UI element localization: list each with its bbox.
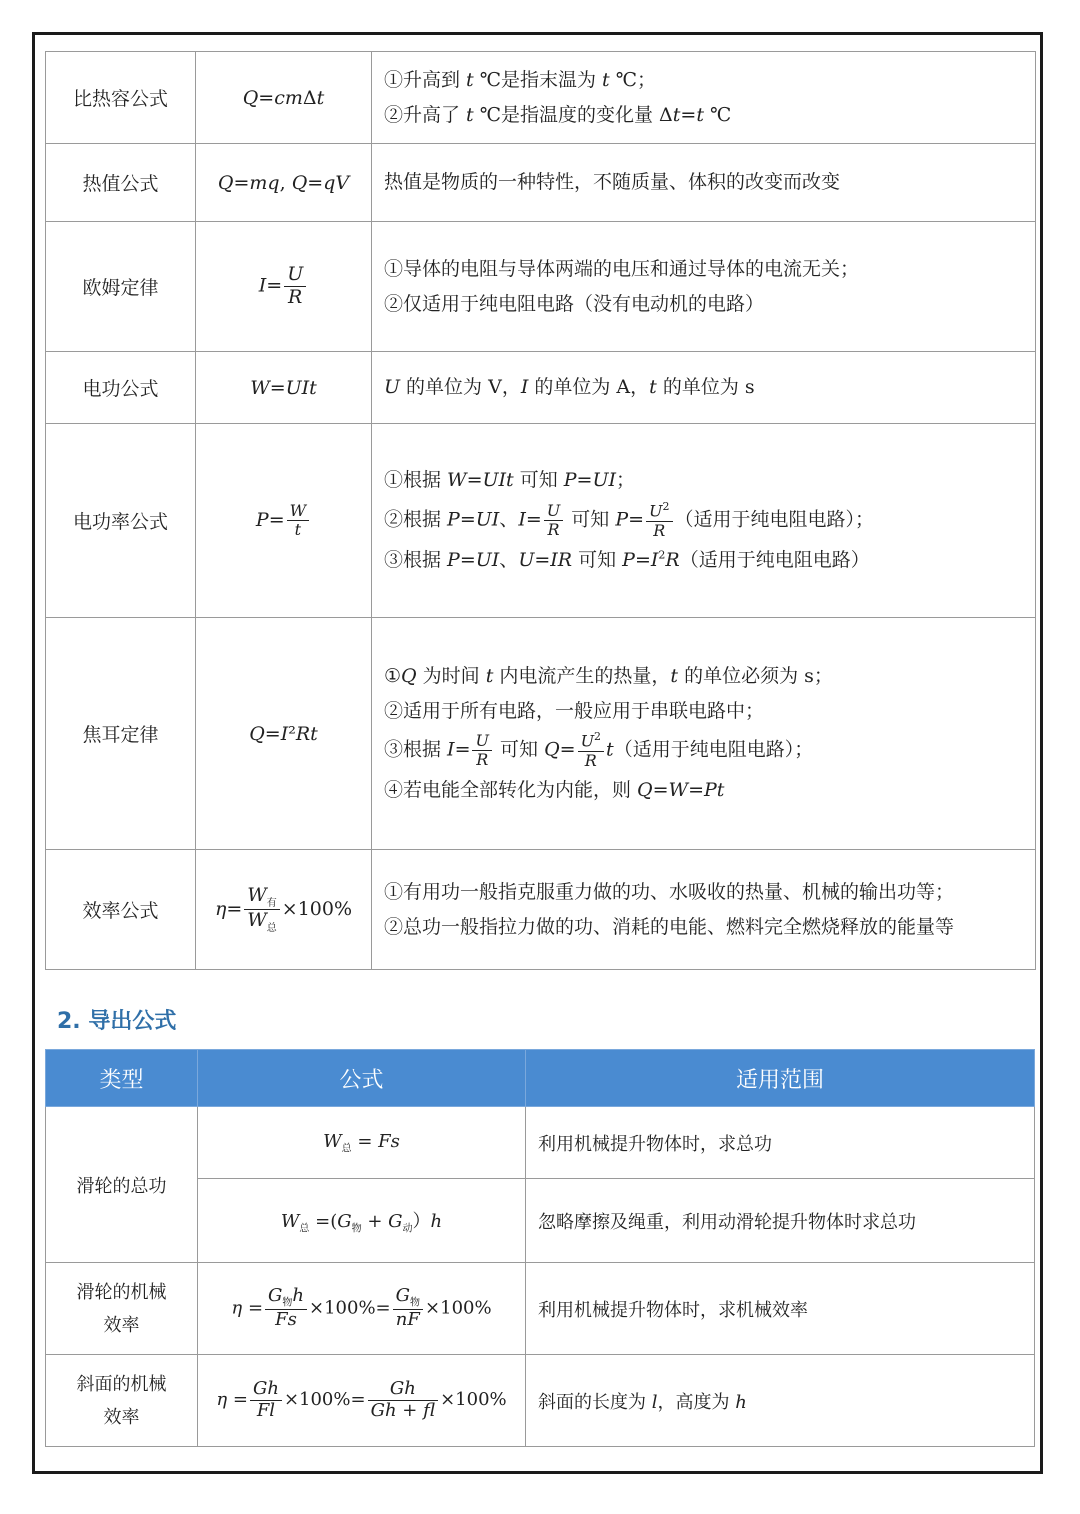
scope-cell: 利用机械提升物体时，求总功: [526, 1107, 1035, 1179]
column-header-type: 类型: [46, 1050, 198, 1107]
table-row: [46, 352, 1036, 424]
note-line: ②仅适用于纯电阻电路（没有电动机的电路）: [384, 292, 765, 315]
note-line: ②适用于所有电路，一般应用于串联电路中；: [384, 699, 765, 722]
type-cell: [46, 1355, 198, 1447]
type-line: 效率: [103, 1314, 140, 1336]
section-title: 2. 导出公式: [57, 1009, 177, 1034]
table-row: [46, 1263, 1035, 1355]
table-row: [46, 1355, 1035, 1447]
notes-cell: [372, 424, 1036, 618]
type-line: 滑轮的机械: [76, 1281, 167, 1303]
formula-cell: η = $\frac{G_物h}{Fs}$ ×100%= $\frac{G_物}{nF}$ ×100%: [198, 1263, 526, 1355]
table-row: [46, 144, 1036, 222]
note-line: ②总功一般指拉力做的功、消耗的电能、燃料完全燃烧释放的能量等: [384, 915, 955, 938]
type-line: 效率: [103, 1406, 140, 1428]
formula-name: 效率公式: [46, 850, 196, 970]
formula-name: 电功公式: [46, 352, 196, 424]
notes-cell: [372, 52, 1036, 144]
note-line: ④若电能全部转化为内能，则 Q=W=Pt: [384, 779, 725, 802]
formula-name: 热值公式: [46, 144, 196, 222]
table-header-row: [46, 1050, 1035, 1107]
table-row: [46, 52, 1036, 144]
formula-cell: W=UIt: [196, 352, 372, 424]
formula-cell: P= $\frac{W}{t}$: [196, 424, 372, 618]
formula-name: 焦耳定律: [46, 618, 196, 850]
note-line: U 的单位为 V，I 的单位为 A，t 的单位为 s: [384, 376, 755, 399]
formula-cell: Q=I²Rt: [196, 618, 372, 850]
note-line: ①Q 为时间 t 内电流产生的热量，t 的单位必须为 s；: [384, 665, 833, 688]
scope-cell: 忽略摩擦及绳重，利用动滑轮提升物体时求总功: [526, 1179, 1035, 1263]
scope-cell: 利用机械提升物体时，求机械效率: [526, 1263, 1035, 1355]
column-header-scope: 适用范围: [526, 1050, 1035, 1107]
notes-cell: [372, 352, 1036, 424]
note-line: ②根据 P=UI、I= $\frac{U}{R}$ 可知 P= $\frac{U^2}{R}$ （适用于纯电阻电路）；: [384, 499, 875, 540]
note-line: ③根据 P=UI、U=IR 可知 $P=I^2R$（适用于纯电阻电路）: [384, 548, 870, 572]
formula-name: 电功率公式: [46, 424, 196, 618]
note-line: 热值是物质的一种特性，不随质量、体积的改变而改变: [384, 171, 841, 194]
note-line: ①根据 W=UIt 可知 P=UI；: [384, 469, 636, 492]
formula-cell: η= $\frac{W_有}{W_总}$ ×100%: [196, 850, 372, 970]
type-line: 斜面的机械: [76, 1373, 167, 1395]
note-line: ①升高到 t ℃是指末温为 t ℃；: [384, 69, 656, 91]
formula-cell: η = $\frac{Gh}{Fl}$ ×100%= $\frac{Gh}{Gh + fl}$ ×100%: [198, 1355, 526, 1447]
notes-cell: [372, 144, 1036, 222]
table-row: [46, 222, 1036, 352]
note-line: ②升高了 t ℃是指温度的变化量 Δt=t ℃: [384, 103, 732, 126]
scope-cell: 斜面的长度为 l，高度为 h: [526, 1355, 1035, 1447]
column-header-formula: 公式: [198, 1050, 526, 1107]
table-row: [46, 618, 1036, 850]
formula-cell: $W_总 =(G_物 + G_动)h$: [198, 1179, 526, 1263]
table-row: [46, 850, 1036, 970]
notes-cell: [372, 618, 1036, 850]
formula-table: [45, 51, 1036, 970]
formula-name: 欧姆定律: [46, 222, 196, 352]
derived-formula-table: [45, 1049, 1035, 1447]
formula-cell: Q=cmΔt: [196, 52, 372, 144]
formula-cell: $W_总 = Fs$: [198, 1107, 526, 1179]
notes-cell: [372, 222, 1036, 352]
note-line: ③根据 I= $\frac{U}{R}$ 可知 Q= $\frac{U^2}{R}$ t（适用于纯电阻电路）；: [384, 730, 814, 770]
type-cell: [46, 1263, 198, 1355]
type-cell: 滑轮的总功: [46, 1107, 198, 1263]
formula-cell: Q=mq, Q=qV: [196, 144, 372, 222]
table-row: [46, 1107, 1035, 1179]
formula-name: 比热容公式: [46, 52, 196, 144]
formula-cell: I= $\frac{U}{R}$: [196, 222, 372, 352]
note-line: ①导体的电阻与导体两端的电压和通过导体的电流无关；: [384, 258, 860, 280]
table-row: [46, 424, 1036, 618]
notes-cell: [372, 850, 1036, 970]
note-line: ①有用功一般指克服重力做的功、水吸收的热量、机械的输出功等；: [384, 881, 955, 903]
